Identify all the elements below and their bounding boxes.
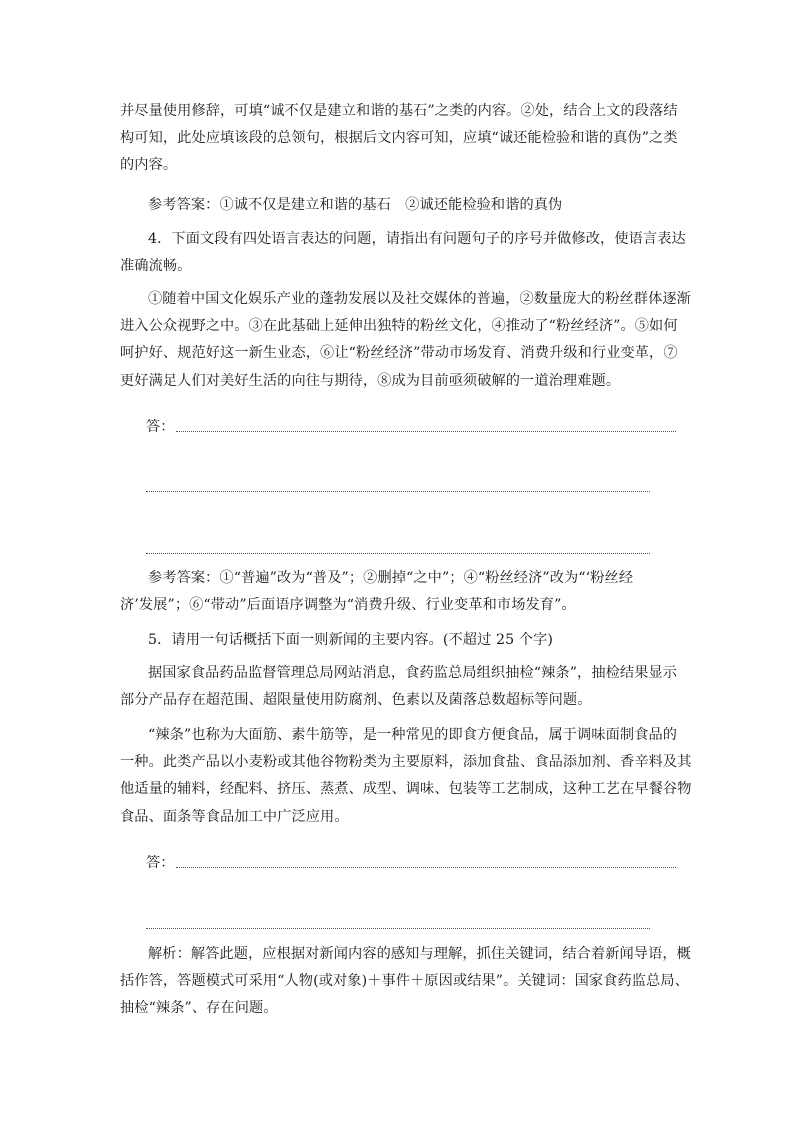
question-5-answer-line[interactable] [146,853,676,873]
answer-dotted-line[interactable] [146,553,650,554]
text-line: 抽检“辣条”、存在问题。 [120,1000,278,1017]
answer-dotted-line [176,431,676,432]
question-5-stem [120,627,704,654]
text-line: 据国家食品药品监督管理总局网站消息，食药监总局组织抽检“辣条”，抽检结果显示 [148,665,678,681]
text-line: 一种。此类产品以小麦粉或其他谷物粉类为主要原料，添加食盐、食品添加剂、香辛料及其 [120,754,692,771]
question-5-analysis [120,941,691,1023]
question-5-news-paragraph-1 [120,660,676,714]
text-line: 呵护好、规范好这一新生业态，⑥让“粉丝经济”带动市场发育、消费升级和行业变革，⑦ [120,345,678,362]
text-line: 他适量的辅料，经配料、挤压、蒸煮、成型、调味、包装等工艺制成，这种工艺在早餐谷物 [120,781,692,798]
text-line: 并尽量使用修辞，可填“诚不仅是建立和谐的基石”之类的内容。②处，结合上文的段落结 [120,103,678,119]
question-4-passage [120,286,691,395]
text-line: 进入公众视野之中。③在此基础上延伸出独特的粉丝文化，④推动了“粉丝经济”。⑤如何 [120,318,678,335]
question-4-answer-line[interactable] [146,417,676,437]
question-5-news-paragraph-2 [120,722,692,831]
text-line: “辣条”也称为大面筋、素牛筋等，是一种常见的即食方便食品，属于调味面制食品的 [148,727,678,743]
question-4-stem [120,226,686,280]
text-line: 括作答，答题模式可采用“人物(或对象)＋事件＋原因或结果”。关键词：国家食药监总局、 [120,973,689,990]
text-line: 部分产品存在超范围、超限量使用防腐剂、色素以及菌落总数超标等问题。 [120,692,592,709]
answer-dotted-line [176,867,676,868]
text-line: 5．请用一句话概括下面一则新闻的主要内容。(不超过 25 个字) [148,632,554,648]
answer-dotted-line[interactable] [146,928,650,929]
reference-answer-3 [120,192,704,219]
text-line: 参考答案：①诚不仅是建立和谐的基石 ②诚还能检验和谐的真伪 [148,197,563,213]
analysis-continuation [120,98,676,180]
text-line: ①随着中国文化娱乐产业的蓬勃发展以及社交媒体的普遍，②数量庞大的粉丝群体逐渐 [148,291,691,307]
answer-label: 答： [146,419,175,435]
text-line: 食品、面条等食品加工中广泛应用。 [120,808,349,825]
text-line: 准确流畅。 [120,258,192,275]
text-line: 更好满足人们对美好生活的向往与期待，⑧成为目前亟须破解的一道治理难题。 [120,372,621,389]
text-line: 参考答案：①“普遍”改为“普及”；②删掉“之中”；④“粉丝经济”改为“‘粉丝经 [148,570,634,586]
text-line: 4．下面文段有四处语言表达的问题，请指出有问题句子的序号并做修改，使语言表达 [148,231,686,247]
text-line: 解析：解答此题，应根据对新闻内容的感知与理解，抓住关键词，结合着新闻导语，概 [148,946,691,962]
text-line: 构可知，此处应填该段的总领句，根据后文内容可知，应填“诚还能检验和谐的真伪”之类 [120,130,678,147]
text-line: 的内容。 [120,157,178,174]
answer-label: 答： [146,855,175,871]
text-line: 济’发展”；⑥“带动”后面语序调整为“消费升级、行业变革和市场发育”。 [120,597,576,614]
question-4-reference-answer [120,565,676,619]
answer-dotted-line[interactable] [146,491,650,492]
